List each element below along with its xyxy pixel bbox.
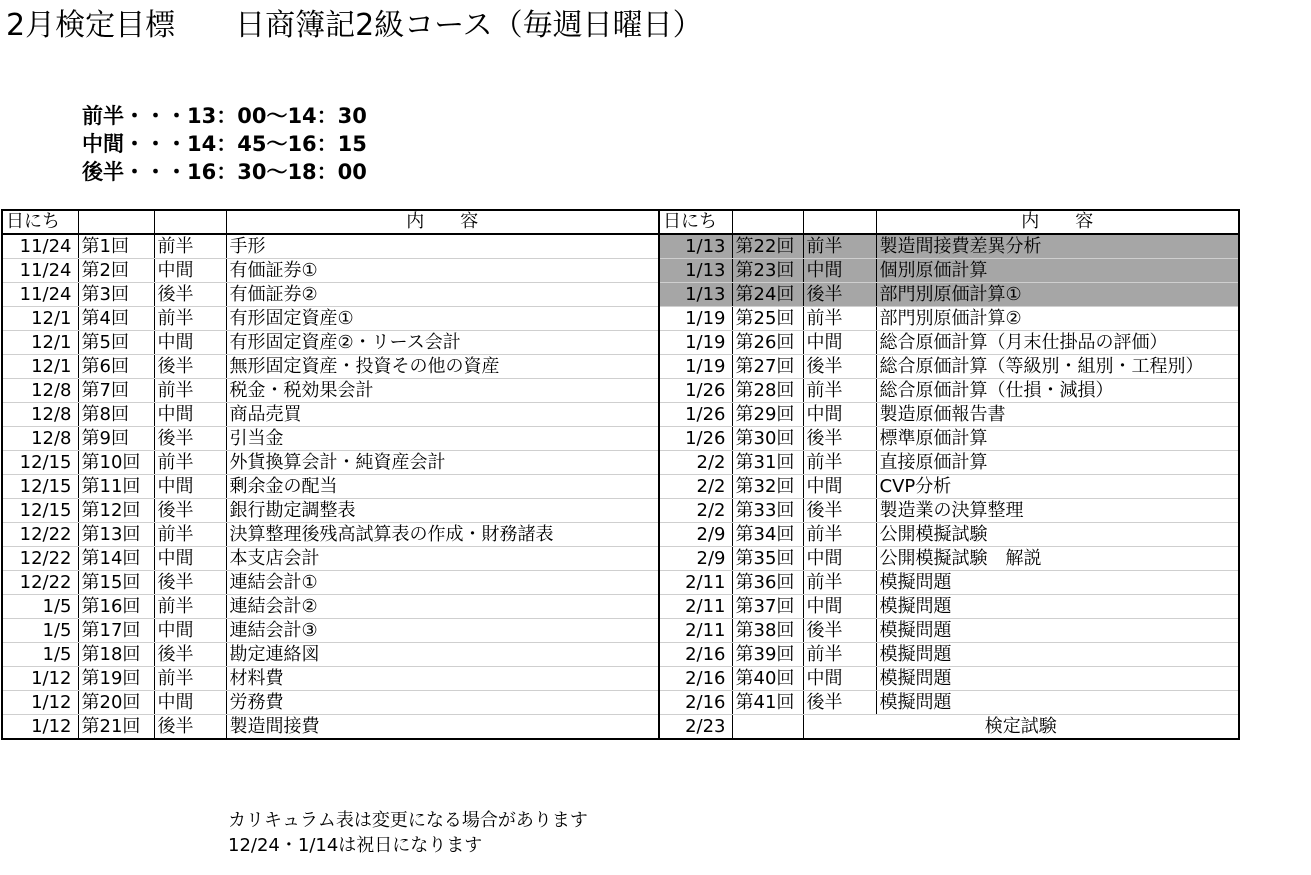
left-date-cell: 1/12 (2, 691, 78, 715)
table-row (2, 427, 1239, 451)
header-period-right (803, 210, 876, 234)
right-date-cell: 1/13 (659, 283, 732, 307)
right-topic-cell: 公開模擬試験 (876, 523, 1239, 547)
right-date-cell: 2/11 (659, 595, 732, 619)
right-session-no-cell: 第36回 (732, 571, 803, 595)
left-topic-cell: 銀行勘定調整表 (226, 499, 659, 523)
right-session-no-cell: 第23回 (732, 259, 803, 283)
left-period-cell: 前半 (154, 667, 226, 691)
left-period-cell: 中間 (154, 691, 226, 715)
table-row (2, 715, 1239, 740)
left-topic-cell: 決算整理後残高試算表の作成・財務諸表 (226, 523, 659, 547)
right-session-no-cell (732, 715, 803, 740)
right-session-no-cell: 第40回 (732, 667, 803, 691)
left-session-no-cell: 第17回 (78, 619, 154, 643)
session-times (82, 102, 367, 186)
right-topic-cell: 公開模擬試験 解説 (876, 547, 1239, 571)
left-period-cell: 前半 (154, 523, 226, 547)
right-date-cell: 2/2 (659, 451, 732, 475)
header-content-right: 内 容 (876, 210, 1239, 234)
right-topic-cell: 部門別原価計算② (876, 307, 1239, 331)
right-period-cell: 中間 (803, 595, 876, 619)
left-date-cell: 12/22 (2, 571, 78, 595)
left-period-cell: 中間 (154, 259, 226, 283)
session-time-last: 後半・・・16：30～18：00 (82, 160, 367, 184)
left-period-cell: 中間 (154, 547, 226, 571)
header-no-left (78, 210, 154, 234)
left-date-cell: 12/8 (2, 427, 78, 451)
right-period-cell: 前半 (803, 571, 876, 595)
right-period-cell: 後半 (803, 619, 876, 643)
right-session-no-cell: 第33回 (732, 499, 803, 523)
left-topic-cell: 外貨換算会計・純資産会計 (226, 451, 659, 475)
left-topic-cell: 本支店会計 (226, 547, 659, 571)
right-topic-cell: 模擬問題 (876, 595, 1239, 619)
table-row (2, 331, 1239, 355)
right-period-cell: 後半 (803, 499, 876, 523)
table-row (2, 355, 1239, 379)
table-row (2, 499, 1239, 523)
right-session-no-cell: 第38回 (732, 619, 803, 643)
left-date-cell: 1/12 (2, 715, 78, 740)
left-session-no-cell: 第12回 (78, 499, 154, 523)
left-session-no-cell: 第11回 (78, 475, 154, 499)
right-topic-cell: 総合原価計算（月末仕掛品の評価） (876, 331, 1239, 355)
left-period-cell: 前半 (154, 307, 226, 331)
left-session-no-cell: 第18回 (78, 643, 154, 667)
left-period-cell: 後半 (154, 427, 226, 451)
right-date-cell: 2/11 (659, 571, 732, 595)
right-session-no-cell: 第27回 (732, 355, 803, 379)
table-row (2, 523, 1239, 547)
left-period-cell: 前半 (154, 234, 226, 259)
left-period-cell: 中間 (154, 619, 226, 643)
left-date-cell: 12/22 (2, 547, 78, 571)
right-date-cell: 1/26 (659, 427, 732, 451)
left-topic-cell: 剰余金の配当 (226, 475, 659, 499)
left-date-cell: 12/8 (2, 403, 78, 427)
note-curriculum-change: カリキュラム表は変更になる場合があります (228, 810, 588, 831)
right-topic-cell: 標準原価計算 (876, 427, 1239, 451)
left-period-cell: 前半 (154, 379, 226, 403)
left-session-no-cell: 第21回 (78, 715, 154, 740)
page-title: 2月検定目標 日商簿記2級コース（毎週日曜日） (6, 8, 703, 43)
table-header-row (2, 210, 1239, 234)
left-period-cell: 後半 (154, 571, 226, 595)
right-session-no-cell: 第32回 (732, 475, 803, 499)
table-row (2, 234, 1239, 259)
right-session-no-cell: 第24回 (732, 283, 803, 307)
left-topic-cell: 引当金 (226, 427, 659, 451)
left-session-no-cell: 第4回 (78, 307, 154, 331)
header-period-left (154, 210, 226, 234)
table-row (2, 571, 1239, 595)
left-date-cell: 1/5 (2, 595, 78, 619)
left-period-cell: 中間 (154, 403, 226, 427)
right-period-cell: 後半 (803, 283, 876, 307)
left-topic-cell: 商品売買 (226, 403, 659, 427)
right-period-cell: 前半 (803, 379, 876, 403)
right-period-cell: 中間 (803, 667, 876, 691)
right-topic-cell: 模擬問題 (876, 691, 1239, 715)
right-topic-cell: CVP分析 (876, 475, 1239, 499)
left-date-cell: 12/8 (2, 379, 78, 403)
left-session-no-cell: 第16回 (78, 595, 154, 619)
right-session-no-cell: 第37回 (732, 595, 803, 619)
right-period-cell: 中間 (803, 259, 876, 283)
left-topic-cell: 有形固定資産②・リース会計 (226, 331, 659, 355)
right-period-cell: 中間 (803, 331, 876, 355)
left-date-cell: 12/15 (2, 499, 78, 523)
right-topic-cell: 模擬問題 (876, 619, 1239, 643)
right-topic-cell: 部門別原価計算① (876, 283, 1239, 307)
left-session-no-cell: 第1回 (78, 234, 154, 259)
table-row (2, 475, 1239, 499)
left-session-no-cell: 第14回 (78, 547, 154, 571)
left-period-cell: 前半 (154, 451, 226, 475)
right-date-cell: 2/16 (659, 643, 732, 667)
left-date-cell: 12/1 (2, 355, 78, 379)
right-session-no-cell: 第29回 (732, 403, 803, 427)
left-topic-cell: 材料費 (226, 667, 659, 691)
right-topic-cell: 総合原価計算（等級別・組別・工程別） (876, 355, 1239, 379)
right-date-cell: 2/2 (659, 475, 732, 499)
left-period-cell: 中間 (154, 475, 226, 499)
right-period-cell: 後半 (803, 691, 876, 715)
right-topic-cell: 模擬問題 (876, 571, 1239, 595)
left-session-no-cell: 第20回 (78, 691, 154, 715)
note-holidays: 12/24・1/14は祝日になります (228, 835, 483, 856)
right-session-no-cell: 第31回 (732, 451, 803, 475)
right-period-cell: 前半 (803, 234, 876, 259)
right-session-no-cell: 第34回 (732, 523, 803, 547)
right-date-cell: 2/11 (659, 619, 732, 643)
right-date-cell: 1/13 (659, 234, 732, 259)
right-topic-cell: 製造業の決算整理 (876, 499, 1239, 523)
right-date-cell: 2/16 (659, 667, 732, 691)
left-topic-cell: 労務費 (226, 691, 659, 715)
left-topic-cell: 有価証券① (226, 259, 659, 283)
table-row (2, 451, 1239, 475)
table-row (2, 259, 1239, 283)
right-topic-cell: 製造原価報告書 (876, 403, 1239, 427)
left-date-cell: 1/5 (2, 619, 78, 643)
right-topic-cell: 個別原価計算 (876, 259, 1239, 283)
right-period-cell: 中間 (803, 475, 876, 499)
right-session-no-cell: 第41回 (732, 691, 803, 715)
right-period-cell: 前半 (803, 523, 876, 547)
session-time-middle: 中間・・・14：45～16：15 (82, 132, 367, 156)
left-session-no-cell: 第3回 (78, 283, 154, 307)
right-date-cell: 1/19 (659, 331, 732, 355)
right-session-no-cell: 第28回 (732, 379, 803, 403)
right-topic-cell: 直接原価計算 (876, 451, 1239, 475)
table-row (2, 595, 1239, 619)
curriculum-table (1, 209, 1240, 740)
left-date-cell: 12/15 (2, 451, 78, 475)
right-topic-cell: 模擬問題 (876, 643, 1239, 667)
left-period-cell: 前半 (154, 595, 226, 619)
left-period-cell: 後半 (154, 499, 226, 523)
left-topic-cell: 勘定連絡図 (226, 643, 659, 667)
left-session-no-cell: 第5回 (78, 331, 154, 355)
right-period-cell: 前半 (803, 643, 876, 667)
left-session-no-cell: 第19回 (78, 667, 154, 691)
session-time-first: 前半・・・13：00～14：30 (82, 104, 367, 128)
left-period-cell: 後半 (154, 715, 226, 740)
left-session-no-cell: 第2回 (78, 259, 154, 283)
left-period-cell: 後半 (154, 283, 226, 307)
left-period-cell: 中間 (154, 331, 226, 355)
right-session-no-cell: 第30回 (732, 427, 803, 451)
table-row (2, 379, 1239, 403)
left-session-no-cell: 第10回 (78, 451, 154, 475)
table-row (2, 307, 1239, 331)
right-date-cell: 2/23 (659, 715, 732, 740)
left-session-no-cell: 第9回 (78, 427, 154, 451)
right-session-no-cell: 第39回 (732, 643, 803, 667)
right-period-cell: 前半 (803, 307, 876, 331)
right-topic-cell: 製造間接費差異分析 (876, 234, 1239, 259)
left-session-no-cell: 第13回 (78, 523, 154, 547)
left-session-no-cell: 第7回 (78, 379, 154, 403)
right-session-no-cell: 第22回 (732, 234, 803, 259)
table-row (2, 643, 1239, 667)
right-period-cell: 後半 (803, 355, 876, 379)
header-date-left: 日にち (2, 210, 78, 234)
left-topic-cell: 製造間接費 (226, 715, 659, 740)
right-session-no-cell: 第25回 (732, 307, 803, 331)
left-topic-cell: 連結会計① (226, 571, 659, 595)
right-topic-cell: 模擬問題 (876, 667, 1239, 691)
left-date-cell: 1/12 (2, 667, 78, 691)
left-topic-cell: 無形固定資産・投資その他の資産 (226, 355, 659, 379)
left-topic-cell: 連結会計③ (226, 619, 659, 643)
left-date-cell: 12/1 (2, 307, 78, 331)
exam-cell: 検定試験 (803, 715, 1239, 740)
left-date-cell: 12/15 (2, 475, 78, 499)
right-date-cell: 1/19 (659, 307, 732, 331)
right-date-cell: 1/13 (659, 259, 732, 283)
right-date-cell: 1/26 (659, 379, 732, 403)
right-date-cell: 2/2 (659, 499, 732, 523)
table-row (2, 283, 1239, 307)
table-row (2, 403, 1239, 427)
table-row (2, 667, 1239, 691)
left-session-no-cell: 第15回 (78, 571, 154, 595)
left-date-cell: 12/22 (2, 523, 78, 547)
table-row (2, 619, 1239, 643)
table-row (2, 547, 1239, 571)
notes (228, 808, 588, 858)
left-date-cell: 1/5 (2, 643, 78, 667)
right-date-cell: 2/16 (659, 691, 732, 715)
header-content-left: 内 容 (226, 210, 659, 234)
header-date-right: 日にち (659, 210, 732, 234)
left-topic-cell: 税金・税効果会計 (226, 379, 659, 403)
left-session-no-cell: 第8回 (78, 403, 154, 427)
right-date-cell: 1/26 (659, 403, 732, 427)
left-topic-cell: 有価証券② (226, 283, 659, 307)
left-topic-cell: 連結会計② (226, 595, 659, 619)
right-period-cell: 中間 (803, 547, 876, 571)
left-date-cell: 11/24 (2, 283, 78, 307)
right-period-cell: 後半 (803, 427, 876, 451)
left-period-cell: 後半 (154, 643, 226, 667)
left-date-cell: 12/1 (2, 331, 78, 355)
left-date-cell: 11/24 (2, 259, 78, 283)
right-date-cell: 2/9 (659, 547, 732, 571)
right-period-cell: 前半 (803, 451, 876, 475)
right-session-no-cell: 第26回 (732, 331, 803, 355)
right-topic-cell: 総合原価計算（仕損・減損） (876, 379, 1239, 403)
header-no-right (732, 210, 803, 234)
left-date-cell: 11/24 (2, 234, 78, 259)
left-session-no-cell: 第6回 (78, 355, 154, 379)
right-date-cell: 1/19 (659, 355, 732, 379)
right-period-cell: 中間 (803, 403, 876, 427)
table-row (2, 691, 1239, 715)
left-topic-cell: 有形固定資産① (226, 307, 659, 331)
right-date-cell: 2/9 (659, 523, 732, 547)
right-session-no-cell: 第35回 (732, 547, 803, 571)
left-period-cell: 後半 (154, 355, 226, 379)
left-topic-cell: 手形 (226, 234, 659, 259)
